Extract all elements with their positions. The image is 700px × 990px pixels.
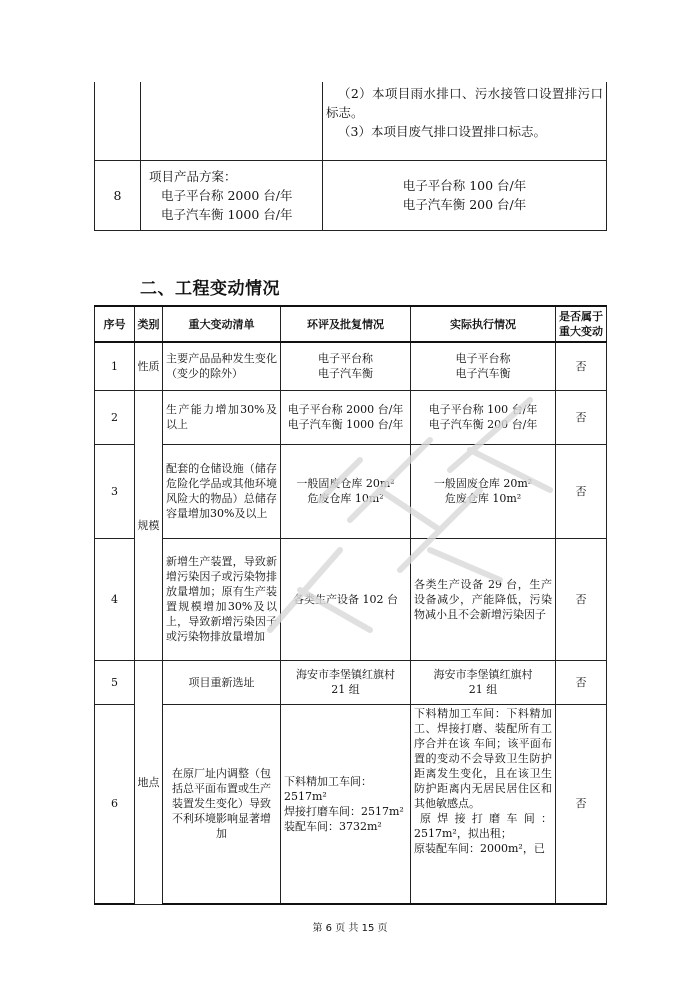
plan-line-2: 电子汽车衡 1000 台/年 — [161, 206, 293, 222]
eia-cell — [281, 444, 411, 538]
actual-cell — [411, 342, 556, 390]
major-cell: 否 — [556, 342, 607, 390]
eia-line: 电子汽车衡 1000 台/年 — [287, 418, 404, 431]
measure-line-3: （3）本项目废气排口设置排口标志。 — [338, 124, 546, 139]
eia-cell — [281, 390, 411, 444]
table-row — [95, 390, 607, 444]
eia-line: 海安市李堡镇红旗村 — [296, 668, 395, 681]
change-table — [94, 305, 607, 905]
major-cell: 否 — [556, 704, 607, 904]
actual-line: 电子汽车衡 — [455, 367, 511, 381]
actual-line: 原焊接打磨车间：2517m²，拟出租； — [414, 811, 552, 840]
measure-line-2: （2）本项目雨水排口、污水接管口设置排污口标志。 — [326, 86, 603, 120]
eia-line: 一般固废仓库 20m² — [296, 477, 395, 490]
row-number: 1 — [95, 342, 135, 390]
plan-title: 项目产品方案： — [149, 168, 237, 184]
eia-cell — [281, 704, 411, 904]
category-cell: 地点 — [135, 660, 163, 904]
table-header-row — [95, 306, 607, 342]
measures-cell — [323, 82, 607, 160]
actual-line-2: 电子汽车衡 200 台/年 — [402, 197, 527, 212]
actual-line: 原装配车间：2000m²，已 — [414, 841, 545, 855]
list-cell: 配套的仓储设施（储存危险化学品或其他环境风险大的物品）总储存容量增加30%及以上 — [163, 444, 281, 538]
table-row — [95, 660, 607, 704]
row-number: 2 — [95, 390, 135, 444]
section-heading: 二、工程变动情况 — [140, 279, 280, 299]
table-row-8 — [95, 160, 607, 230]
list-cell: 在原厂址内调整（包括总平面布置或生产装置发生变化）导致不利环境影响显著增加 — [163, 704, 281, 904]
eia-line: 电子平台称 — [318, 352, 373, 366]
eia-line: 电子汽车衡 — [318, 367, 373, 381]
actual-line: 电子平台称 — [455, 352, 511, 366]
eia-cell: 各类生产设备 102 台 — [281, 538, 411, 660]
list-cell: 新增生产装置，导致新增污染因子或污染物排放量增加；原有生产装置规模增加30%及以上，导致新增污染因子或污染物排放量增加 — [163, 538, 281, 660]
category-cell: 性质 — [135, 342, 163, 390]
row-number: 4 — [95, 538, 135, 660]
table-row — [95, 538, 607, 660]
category-cell: 规模 — [135, 390, 163, 660]
header-actual: 实际执行情况 — [411, 306, 556, 342]
row-number: 3 — [95, 444, 135, 538]
table-row — [95, 704, 607, 904]
eia-line: 下料精加工车间：2517m² — [284, 774, 372, 803]
header-major: 是否属于重大变动 — [556, 306, 607, 342]
major-cell: 否 — [556, 390, 607, 444]
actual-line: 电子汽车衡 200 台/年 — [428, 418, 538, 431]
eia-cell — [281, 342, 411, 390]
major-cell: 否 — [556, 444, 607, 538]
top-table — [94, 82, 607, 231]
list-cell: 主要产品品种发生变化（变少的除外） — [163, 342, 281, 390]
major-cell: 否 — [556, 538, 607, 660]
row-number: 8 — [95, 160, 141, 230]
row-number: 5 — [95, 660, 135, 704]
actual-line: 一般固废仓库 20m² — [433, 477, 533, 490]
eia-cell — [281, 660, 411, 704]
plan-line-1: 电子平台称 2000 台/年 — [161, 187, 293, 203]
actual-line: 下料精加工车间：下料精加工、焊接打磨、装配所有工序合并在该 车间；该平面布置的变动不会导致卫生防护距离发生变化，且在该卫生防护距离内无居民居住区和其他敏感点。 — [414, 706, 552, 810]
eia-line: 焊接打磨车间：2517m² — [284, 804, 404, 818]
actual-line: 21 组 — [468, 683, 498, 696]
actual-line: 海安市李堡镇红旗村 — [433, 668, 533, 681]
product-plan-cell — [141, 160, 323, 230]
actual-line: 电子平台称 100 台/年 — [428, 403, 538, 416]
actual-cell — [411, 444, 556, 538]
row-number: 6 — [95, 704, 135, 904]
actual-cell — [411, 704, 556, 904]
actual-cell — [411, 390, 556, 444]
header-eia: 环评及批复情况 — [281, 306, 411, 342]
table-row — [95, 342, 607, 390]
eia-line: 21 组 — [331, 683, 360, 696]
table-row — [95, 444, 607, 538]
actual-line-1: 电子平台称 100 台/年 — [402, 178, 527, 193]
actual-product-cell — [323, 160, 607, 230]
eia-line: 危废仓库 10m² — [307, 492, 384, 505]
page-footer: 第 6 页 共 15 页 — [312, 923, 388, 934]
actual-cell — [411, 660, 556, 704]
eia-line: 装配车间：3732m² — [284, 819, 382, 833]
actual-cell: 各类生产设备 29 台，生产设备减少，产能降低，污染物减小且不会新增污染因子 — [411, 538, 556, 660]
list-cell: 项目重新选址 — [163, 660, 281, 704]
list-cell: 生产能力增加30%及以上 — [163, 390, 281, 444]
header-num: 序号 — [95, 306, 135, 342]
eia-line: 电子平台称 2000 台/年 — [287, 403, 404, 416]
major-cell: 否 — [556, 660, 607, 704]
empty-cell — [95, 82, 141, 160]
table-row-continued — [95, 82, 607, 160]
header-list: 重大变动清单 — [163, 306, 281, 342]
header-category: 类别 — [135, 306, 163, 342]
actual-line: 危废仓库 10m² — [444, 492, 522, 505]
empty-cell — [141, 82, 323, 160]
